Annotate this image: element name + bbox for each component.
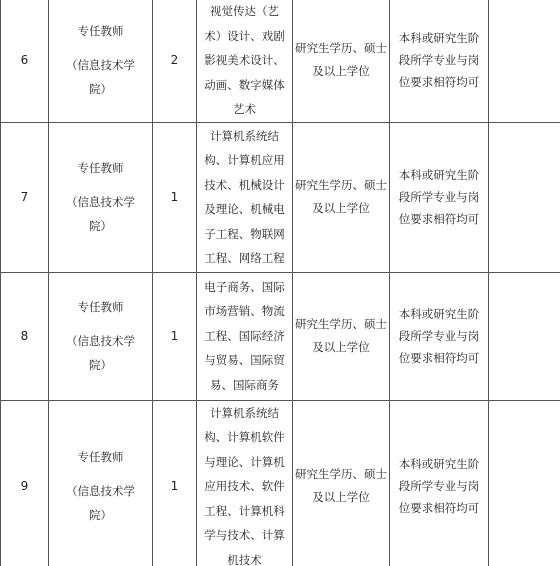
education-requirement: 研究生学历、硕士 及以上学位 [295, 178, 387, 215]
requirement-cell [390, 122, 489, 272]
requirement-cell [390, 0, 489, 122]
row-number: 6 [20, 53, 29, 68]
blank-cell [489, 0, 560, 122]
major-list: 电子商务、国际 市场营销、物流 工程、国际经济 与贸易、国际贸 易、国际商务 [204, 279, 285, 392]
major-cell [197, 122, 293, 272]
education-cell [293, 0, 390, 122]
education-cell [293, 400, 390, 566]
post-spacer [49, 43, 152, 53]
post-title: 专任教师 [77, 300, 124, 314]
post-spacer [49, 469, 152, 479]
post-cell [49, 400, 153, 566]
headcount: 1 [170, 329, 179, 343]
row-number: 7 [20, 190, 29, 204]
major-match-requirement: 本科或研究生阶 段所学专业与岗 位要求相符均可 [398, 31, 480, 90]
headcount: 2 [170, 53, 179, 68]
row-number: 9 [20, 479, 29, 494]
education-cell [293, 122, 390, 272]
post-department: （信息技术学 院） [66, 58, 135, 97]
major-match-requirement: 本科或研究生阶 段所学专业与岗 位要求相符均可 [398, 457, 480, 516]
post-department: （信息技术学 院） [66, 195, 135, 233]
education-requirement: 研究生学历、硕士 及以上学位 [295, 467, 387, 505]
major-cell [197, 400, 293, 566]
table-row [1, 400, 560, 566]
post-cell [49, 0, 153, 122]
headcount-cell [153, 272, 197, 400]
headcount-cell [153, 122, 197, 272]
requirement-cell [390, 272, 489, 400]
row-number-cell [1, 272, 49, 400]
table-row [1, 122, 560, 272]
post-title: 专任教师 [77, 161, 124, 175]
education-requirement: 研究生学历、硕士 及以上学位 [295, 41, 387, 79]
post-department: （信息技术学 院） [66, 334, 135, 372]
blank-cell [489, 400, 560, 566]
headcount: 1 [170, 190, 179, 204]
post-department: （信息技术学 院） [66, 484, 135, 523]
major-match-requirement: 本科或研究生阶 段所学专业与岗 位要求相符均可 [398, 307, 480, 365]
row-number: 8 [20, 329, 29, 343]
major-cell [197, 272, 293, 400]
table-row [1, 0, 560, 122]
requirement-cell [390, 400, 489, 566]
post-cell [49, 122, 153, 272]
major-match-requirement: 本科或研究生阶 段所学专业与岗 位要求相符均可 [398, 168, 480, 226]
headcount-cell [153, 400, 197, 566]
post-title: 专任教师 [77, 450, 124, 465]
blank-cell [489, 122, 560, 272]
row-number-cell [1, 400, 49, 566]
row-number-cell [1, 0, 49, 122]
post-spacer [49, 180, 152, 190]
headcount: 1 [170, 479, 179, 494]
row-number-cell [1, 122, 49, 272]
major-list: 计算机系统结 构、计算机应用 技术、机械设计 及理论、机械电 子工程、物联网 工程、网络工程 [204, 128, 285, 265]
headcount-cell [153, 0, 197, 122]
post-cell [49, 272, 153, 400]
education-requirement: 研究生学历、硕士 及以上学位 [295, 317, 387, 354]
blank-cell [489, 272, 560, 400]
post-title: 专任教师 [77, 24, 124, 39]
major-list: 计算机系统结 构、计算机软件 与理论、计算机 应用技术、软件 工程、计算机科 学与技术、计算 机技术 [204, 405, 285, 566]
education-cell [293, 272, 390, 400]
major-list: 视觉传达（艺 术）设计、戏剧 影视美术设计、 动画、数字媒体 艺术 [204, 4, 285, 116]
table-row [1, 272, 560, 400]
post-spacer [49, 319, 152, 329]
major-cell [197, 0, 293, 122]
